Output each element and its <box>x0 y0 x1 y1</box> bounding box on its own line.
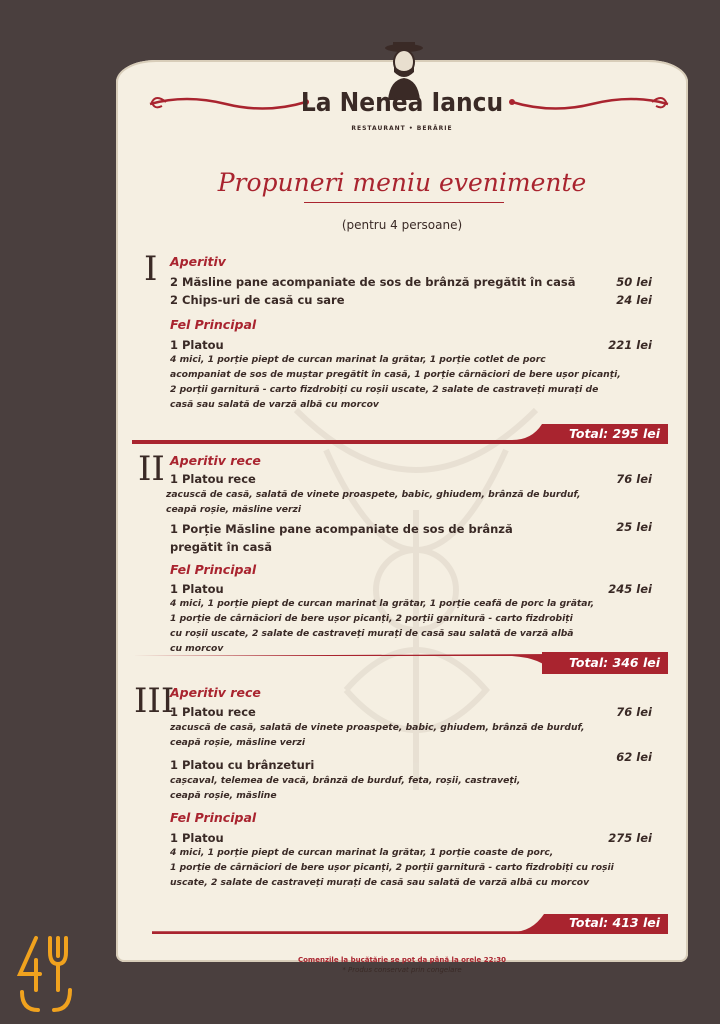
menu-item-name: 1 Platou cu brânzeturi <box>170 758 315 772</box>
section-heading: Fel Principal <box>170 810 257 825</box>
menu-numeral: II <box>138 449 165 489</box>
section-heading: Aperitiv rece <box>170 685 261 700</box>
footer-note: Comenzile la bucătărie se pot da până la orele 22:30 <box>297 956 506 964</box>
item-description: ceapă roșie, măsline <box>170 790 277 801</box>
item-description: uscate, 2 salate de castraveți murați de casă sau salată de varză albă cu morcov <box>170 877 590 888</box>
section-heading: Fel Principal <box>170 317 257 332</box>
item-description: cașcaval, telemea de vacă, brânză de burduf, feta, roșii, castraveți, <box>170 775 521 786</box>
menu-item-price: 24 lei <box>616 293 652 307</box>
cutlery-logo-icon <box>14 930 78 1014</box>
item-description: ceapă roșie, măsline verzi <box>170 737 305 748</box>
section-heading: Aperitiv <box>170 254 226 269</box>
menu-numeral: I <box>144 249 158 289</box>
menu-item-price: 25 lei <box>616 520 652 534</box>
menu-total: Total: 346 lei <box>568 655 660 670</box>
menu-item-price: 76 lei <box>616 472 652 486</box>
item-description: 2 porții garnitură - carto fizdrobiți cu roșii uscate, 2 salate de castraveți murați de <box>170 384 599 395</box>
item-description: cu roșii uscate, 2 salate de castraveți murați de casă sau salată de varză albă <box>170 628 574 639</box>
menu-item-price: 245 lei <box>608 582 652 596</box>
menu-total: Total: 413 lei <box>568 915 660 930</box>
menu-card <box>116 60 688 974</box>
title-underline <box>304 202 504 203</box>
page-subtitle: (pentru 4 persoane) <box>341 218 463 232</box>
item-description: cu morcov <box>170 643 224 654</box>
menu-item-name: 1 Platou <box>170 831 224 845</box>
item-description: 4 mici, 1 porție piept de curcan marinat la grătar, 1 porție ceafă de porc la grătar, <box>170 598 595 609</box>
item-description: 4 mici, 1 porție piept de curcan marinat la grătar, 1 porție coaste de porc, <box>170 847 554 858</box>
item-description: ceapă roșie, măsline verzi <box>166 504 301 515</box>
menu-item-price: 275 lei <box>608 831 652 845</box>
page-title: Propuneri meniu evenimente <box>217 168 587 197</box>
menu-item-name: 1 Platou rece <box>170 705 256 719</box>
item-description: 4 mici, 1 porție piept de curcan marinat la grătar, 1 porție cotlet de porc <box>170 354 546 365</box>
menu-item-name: 2 Măsline pane acompaniate de sos de brânză pregătit în casă <box>170 275 576 289</box>
menu-item-name-cont: pregătit în casă <box>170 540 272 554</box>
section-heading: Aperitiv rece <box>170 453 261 468</box>
menu-item-price: 76 lei <box>616 705 652 719</box>
item-description: zacuscă de casă, salată de vinete proaspete, babic, ghiudem, brânză de burduf, <box>170 722 585 733</box>
item-description: acompaniat de sos de muștar pregătit în casă, 1 porție cârnăciori de bere ușor picanți, <box>170 369 621 380</box>
brand-tagline: RESTAURANT • BERĂRIE <box>351 125 453 132</box>
menu-item-name: 1 Platou rece <box>170 472 256 486</box>
item-description: casă sau salată de varză albă cu morcov <box>170 399 379 410</box>
menu-item-name: 1 Platou <box>170 338 224 352</box>
menu-item-name: 2 Chips-uri de casă cu sare <box>170 293 345 307</box>
menu-total: Total: 295 lei <box>568 426 660 441</box>
item-description: zacuscă de casă, salată de vinete proaspete, babic, ghiudem, brânză de burduf, <box>166 489 581 500</box>
menu-item-price: 50 lei <box>616 275 652 289</box>
brand-name: La Nenea Iancu <box>300 88 504 118</box>
item-description: 1 porție de cârnăciori de bere ușor picanți, 2 porții garnitură - carto fizdrobiți cu roșii <box>170 862 614 873</box>
menu-item-price: 221 lei <box>608 338 652 352</box>
menu-item-price: 62 lei <box>616 750 652 764</box>
menu-numeral: III <box>134 681 175 721</box>
item-description: 1 porție de cârnăciori de bere ușor picanți, 2 porții garnitură - carto fizdrobiți <box>170 613 573 624</box>
footer-footnote: * Produs conservat prin congelare <box>342 966 462 974</box>
menu-item-name: 1 Platou <box>170 582 224 596</box>
section-heading: Fel Principal <box>170 562 257 577</box>
menu-item-name: 1 Porție Măsline pane acompaniate de sos de brânză <box>170 522 513 536</box>
